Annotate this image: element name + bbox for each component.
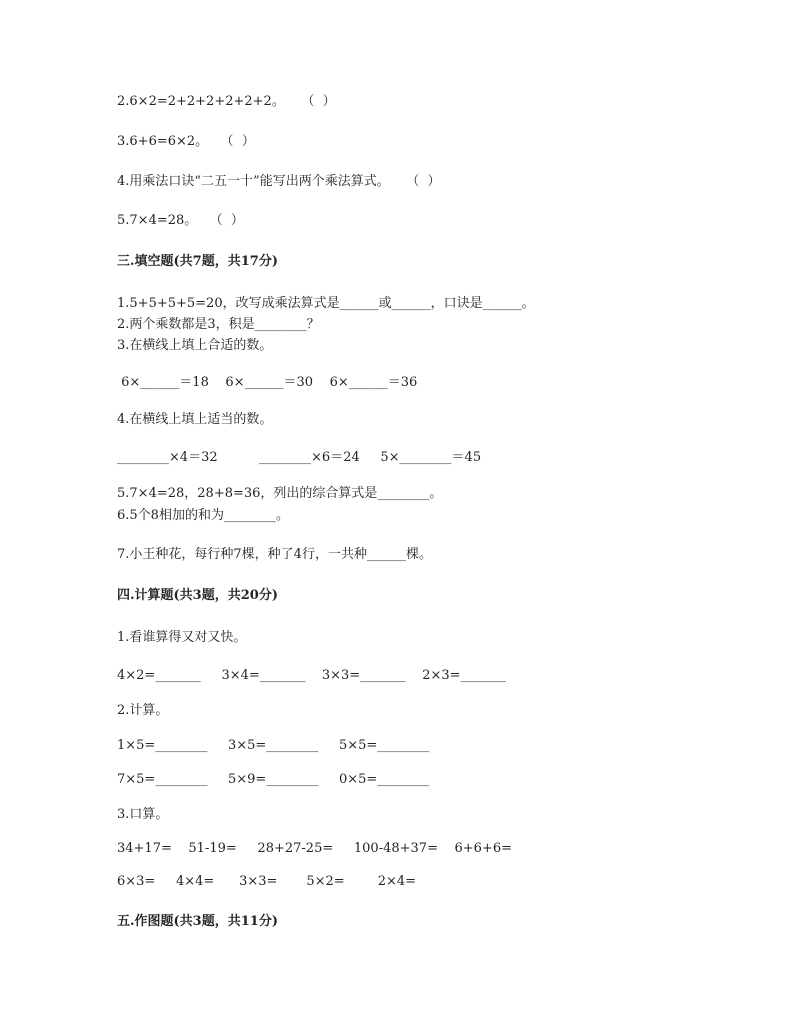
- fill-blank-q5: 5.7×4=28，28+8=36，列出的综合算式是________。: [117, 486, 443, 501]
- calc-q2-row2: 7×5=________ 5×9=________ 0×5=________: [117, 772, 430, 787]
- calc-q2: 2.计算。: [117, 703, 169, 718]
- section5-heading: 五.作图题(共3题，共11分): [117, 914, 278, 929]
- calc-q3: 3.口算。: [117, 807, 169, 822]
- calc-q1: 1.看谁算得又对又快。: [117, 630, 247, 645]
- fill-blank-q7: 7.小王种花，每行种7棵，种了4行，一共种______棵。: [117, 547, 432, 562]
- section4-heading: 四.计算题(共3题，共20分): [117, 588, 278, 603]
- true-false-q4: 4.用乘法口诀“二五一十”能写出两个乘法算式。 （ ）: [117, 174, 441, 189]
- fill-blank-q3-row: 6×______＝18 6×______＝30 6×______＝36: [117, 375, 418, 390]
- calc-q3-row1: 34+17= 51-19= 28+27-25= 100-48+37= 6+6+6=: [117, 841, 512, 856]
- true-false-q2: 2.6×2=2+2+2+2+2+2。 （ ）: [117, 94, 336, 109]
- calc-q3-row2: 6×3= 4×4= 3×3= 5×2= 2×4=: [117, 874, 417, 889]
- true-false-q3: 3.6+6=6×2。 （ ）: [117, 134, 255, 149]
- true-false-q5: 5.7×4=28。 （ ）: [117, 213, 244, 228]
- fill-blank-q3: 3.在横线上填上合适的数。: [117, 338, 273, 353]
- fill-blank-q2: 2.两个乘数都是3，积是________？: [117, 317, 320, 332]
- fill-blank-q6: 6.5个8相加的和为________。: [117, 508, 289, 523]
- section3-heading: 三.填空题(共7题，共17分): [117, 254, 278, 269]
- fill-blank-q4: 4.在横线上填上适当的数。: [117, 412, 273, 427]
- fill-blank-q4-row: ________×4＝32 ________×6＝24 5×________＝45: [117, 450, 482, 465]
- calc-q2-row1: 1×5=________ 3×5=________ 5×5=________: [117, 738, 430, 753]
- calc-q1-row: 4×2=_______ 3×4=_______ 3×3=_______ 2×3=_______: [117, 668, 507, 683]
- fill-blank-q1: 1.5+5+5+5=20，改写成乘法算式是______或______，口诀是______。: [117, 296, 535, 311]
